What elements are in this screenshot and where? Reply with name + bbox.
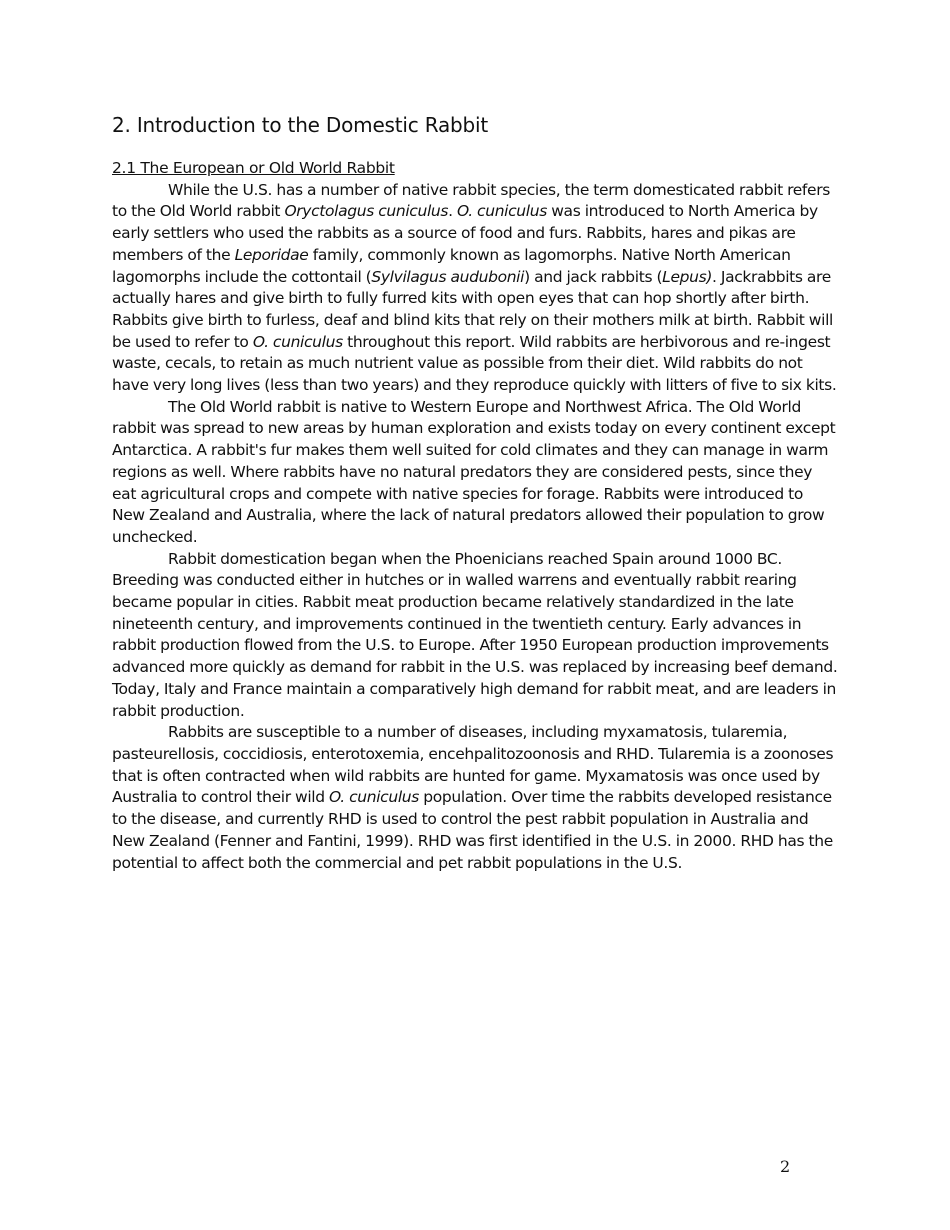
page-number: 2 — [780, 1157, 791, 1176]
italic-term: O. cuniculus — [329, 788, 419, 807]
text-run: . Jackrabbits are actually hares and give birth to fully furred kits with open eyes that can hop shortly after birth. Rabbits give birth to furless, deaf and blind kits that rely on their mothers milk at birth. Rabbit will be used to refer to — [112, 267, 834, 351]
italic-term: Sylvilagus audubonii — [371, 267, 525, 286]
text-run: ) and jack rabbits ( — [524, 267, 663, 286]
italic-term: Lepus) — [662, 267, 713, 286]
document-page — [112, 112, 838, 874]
italic-term: O. cuniculus — [456, 202, 547, 221]
section-heading: 2. Introduction to the Domestic Rabbit — [112, 113, 489, 137]
subsection-heading: 2.1 The European or Old World Rabbit — [112, 159, 395, 177]
paragraph — [112, 722, 838, 874]
text-run: The Old World rabbit is native to Western Europe and Northwest Africa. The Old World rabbit was spread to new areas by human exploration and exists today on every continent except Antarctica. A rabbit's fur makes them well suited for cold climates and they can manage in warm regions as well. Where rabbits have no natural predators they are considered pests, since they eat agricultural crops and compete with native species for forage. Rabbits were introduced to New Zealand and Australia, where the lack of natural predators allowed their population to grow unchecked. — [112, 397, 836, 546]
text-run: . — [448, 202, 457, 221]
italic-term: Oryctolagus cuniculus — [284, 202, 449, 221]
text-run: While the U.S. has a number of native rabbit species, the term domesticated rabbit refers to the Old World rabbit — [112, 180, 830, 221]
italic-term: Leporidae — [234, 245, 309, 264]
paragraph — [112, 549, 838, 723]
text-run: family, commonly known as lagomorphs. Native North American lagomorphs include the cottontail ( — [112, 245, 791, 286]
paragraph — [112, 397, 838, 549]
text-run: Rabbit domestication began when the Phoenicians reached Spain around 1000 BC. Breeding was conducted either in hutches or in walled warrens and eventually rabbit rearing became popular in cities. Rabbit meat production became relatively standardized in the late nineteenth century, and improvements continued in the twentieth century. Early advances in rabbit production flowed from the U.S. to Europe. After 1950 European production improvements advanced more quickly as demand for rabbit in the U.S. was replaced by increasing beef demand. Today, Italy and France maintain a comparatively high demand for rabbit meat, and are leaders in rabbit production. — [112, 549, 838, 720]
text-run: population. Over time the rabbits developed resistance to the disease, and currently RHD is used to control the pest rabbit population in Australia and New Zealand (Fenner and Fantini, 1999). RHD was first identified in the U.S. in 2000. RHD has the potential to affect both the commercial and pet rabbit populations in the U.S. — [112, 788, 833, 872]
body-text — [112, 180, 838, 875]
paragraph — [112, 180, 838, 397]
text-run: was introduced to North America by early settlers who used the rabbits as a source of food and furs. Rabbits, hares and pikas are members of the — [112, 202, 818, 264]
text-run: throughout this report. Wild rabbits are herbivorous and re-ingest waste, cecals, to retain as much nutrient value as possible from their diet. Wild rabbits do not have very long lives (less than two years) and they reproduce quickly with litters of five to six kits. — [112, 332, 837, 395]
text-run: Rabbits are susceptible to a number of diseases, including myxamatosis, tularemia, pasteurellosis, coccidiosis, enterotoxemia, encehpalitozoonosis and RHD. Tularemia is a zoonoses that is often contracted when wild rabbits are hunted for game. Myxamatosis was once used by Australia to control their wild — [112, 723, 834, 807]
italic-term: O. cuniculus — [252, 332, 343, 351]
